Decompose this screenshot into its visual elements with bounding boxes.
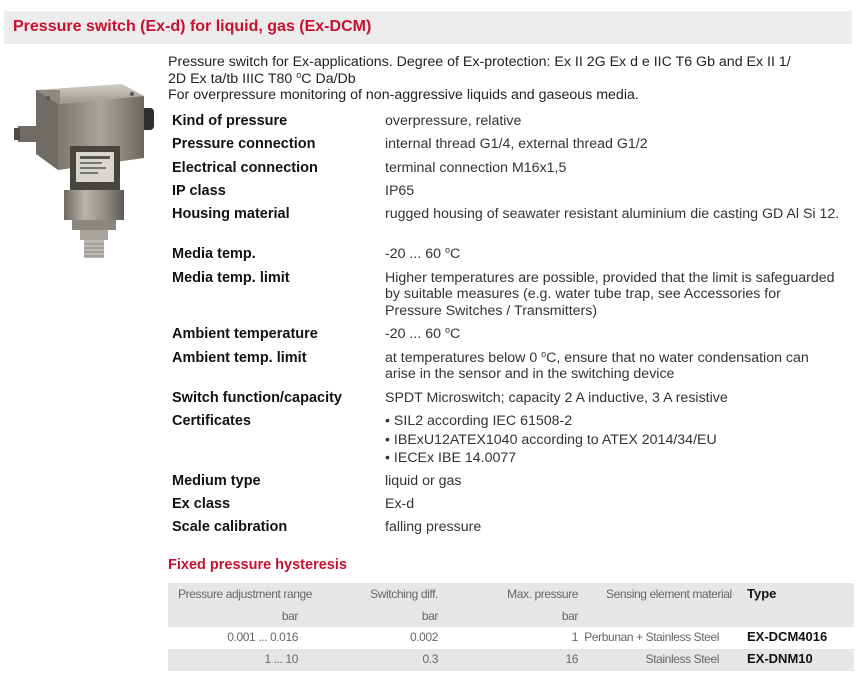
spec-label: Ex class [172,496,231,512]
column-header: Pressure adjustment range [178,587,313,601]
spec-label: Ambient temp. limit [172,350,307,366]
table-cell: 0.3 [422,652,438,666]
spec-value: Higher temperatures are possible, provided that the limit is safeguarded by suitable measures (e.g. water tube trap, see Accessories for Pressure Switches / Transmitters) [385,270,835,319]
spec-label: Kind of pressure [172,113,288,129]
spec-label: IP class [172,183,226,199]
intro-description [168,54,848,104]
spec-value-text: -20 ... 60 [385,246,445,262]
spec-value: overpressure, relative [385,113,522,129]
spec-value [385,326,840,342]
unit-label: bar [561,609,578,623]
spec-value: liquid or gas [385,473,462,489]
spec-label: Media temp. limit [172,270,290,286]
spec-value-unit: C [449,246,461,262]
intro-line-3: For overpressure monitoring of non-aggressive liquids and gaseous media. [168,87,639,104]
degree-mark: o [296,69,302,80]
intro-line-2 [168,71,848,88]
title-bar [4,11,852,44]
spec-value-text: at temperatures below 0 [385,350,542,366]
spec-label: Switch function/capacity [172,390,342,406]
spec-label: Electrical connection [172,160,318,176]
spec-value: terminal connection M16x1,5 [385,160,567,176]
unit-label: bar [421,609,438,623]
page-title: Pressure switch (Ex-d) for liquid, gas (Ex-DCM) [13,18,372,35]
spec-label: Housing material [172,206,290,222]
table-header-row [168,583,854,627]
spec-value: falling pressure [385,519,482,535]
spec-value: Ex-d [385,496,415,512]
column-header: Sensing element material [606,587,732,601]
intro-line-1: Pressure switch for Ex-applications. Degree of Ex-protection: Ex II 2G Ex d e IIC T6 Gb and Ex II 1/ [168,54,791,70]
spec-value [385,350,840,383]
spec-value: internal thread G1/4, external thread G1/2 [385,136,648,152]
spec-value-suffix: C, ensure that no water condensation can arise in the sensor and in the switching device [385,350,809,383]
spec-label: Ambient temperature [172,326,318,342]
spec-value-unit: C [449,326,461,342]
spec-label: Pressure connection [172,136,316,152]
spec-label: Media temp. [172,246,256,262]
table-cell: 16 [565,652,578,666]
spec-value: SPDT Microswitch; capacity 2 A inductive, 3 A resistive [385,390,728,406]
table-row [168,649,854,671]
table-cell: 0.002 [409,630,438,644]
certificate-item: • IBExU12ATEX1040 according to ATEX 2014/34/EU [385,431,717,448]
pressure-switch-image [14,78,164,260]
spec-value-text: -20 ... 60 [385,326,445,342]
table-cell: Perbunan + Stainless Steel [584,630,719,644]
spec-label: Medium type [172,473,261,489]
certificate-item: • SIL2 according IEC 61508-2 [385,413,573,429]
certificate-item: • IECEx IBE 14.0077 [385,450,517,467]
table-cell: Stainless Steel [645,652,719,666]
spec-value [385,246,840,262]
table-cell-type: EX-DNM10 [747,651,813,666]
column-header-type: Type [747,586,777,601]
unit-label: bar [281,609,298,623]
certificate-list [385,413,840,469]
degree-mark: o [444,245,450,255]
degree-mark: o [541,349,547,359]
intro-line-2-text: 2D Ex ta/tb IIIC T80 [168,70,297,87]
table-cell: 0.001 ... 0.016 [227,630,298,644]
degree-mark: o [444,325,450,335]
column-header: Max. pressure [507,587,578,601]
table-cell: 1 ... 10 [264,652,298,666]
spec-label: Scale calibration [172,519,288,535]
spec-value: rugged housing of seawater resistant aluminium die casting GD Al Si 12. [385,206,840,222]
spec-label: Certificates [172,413,251,429]
table-cell-type: EX-DCM4016 [747,629,828,644]
intro-line-2-suffix: C Da/Db [301,70,356,87]
column-header: Switching diff. [370,587,438,601]
section-title-hysteresis: Fixed pressure hysteresis [168,557,347,573]
spec-value: IP65 [385,183,415,199]
table-cell: 1 [571,630,578,644]
table-row [168,627,854,649]
